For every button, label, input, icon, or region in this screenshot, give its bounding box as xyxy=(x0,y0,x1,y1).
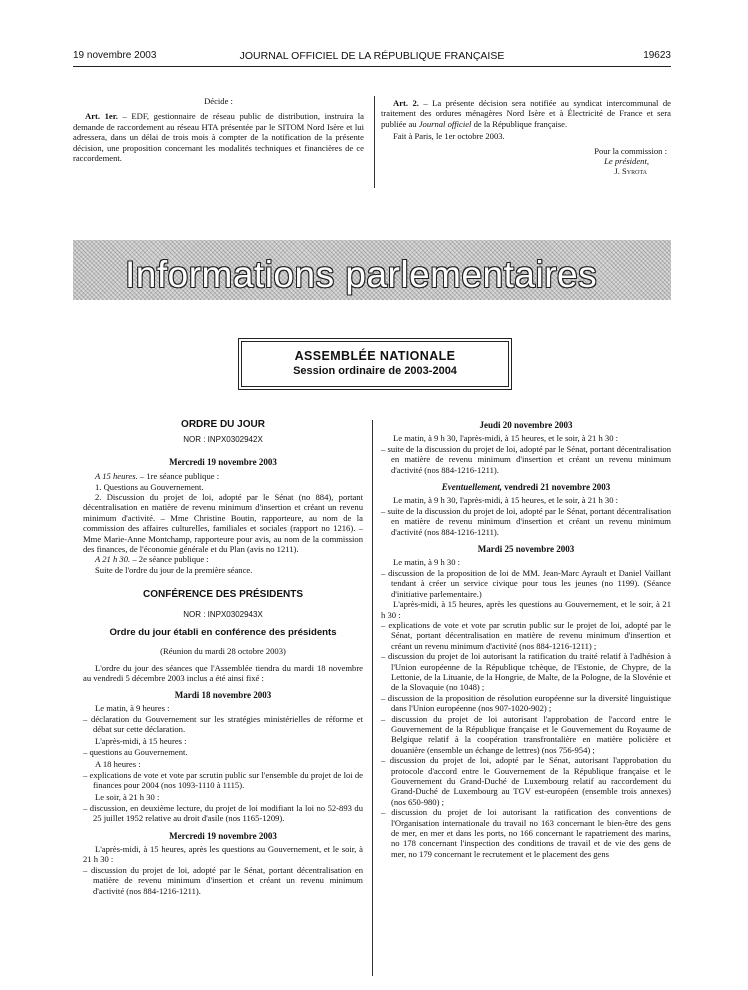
seance-2130-time: A 21 h 30. xyxy=(95,554,131,565)
banner-title: Informations parlementaires xyxy=(125,254,598,295)
header-journal-title: JOURNAL OFFICIEL DE LA RÉPUBLIQUE FRANÇAISE xyxy=(239,50,505,62)
mardi-25-item-1: – discussion de la proposition de loi de MM. Jean-Marc Ayrault et Daniel Vaillant tendant à créer un service civique pour tous les jeunes (no 1199). (Séance d'initiative parlementaire.) xyxy=(381,567,671,599)
article-2-label: Art. 2. xyxy=(393,98,419,108)
conference-nor: NOR : INPX0302943X xyxy=(183,609,263,619)
left-column xyxy=(83,420,363,896)
informations-parlementaires-banner xyxy=(73,240,671,300)
assemblee-title: ASSEMBLÉE NATIONALE xyxy=(294,349,456,363)
mardi-18-item-1: – déclaration du Gouvernement sur les stratégies ministérielles de réforme et débat sur cette déclaration. xyxy=(83,713,363,734)
item-2: 2. Discussion du projet de loi, adopté par le Sénat (no 884), portant décentralisation en matière de revenu minimum d'insertion et créant un revenu minimum d'activité. – Mme Christine Boutin, rapporteure, au nom de la commission des affaires culturelles, familiales et sociales (rapport no 1216). – Mme Marie-Anne Montchamp, rapporteure pour avis, au nom de la commission des finances, de l'économie générale et du Plan (avis no 1211). xyxy=(83,492,363,555)
mardi-25-item-2: – explications de vote et vote par scrutin public sur le projet de loi, adopté par le Sénat, portant décentralisation en matière de revenu minimum d'insertion et créant un revenu minimum d'activité (nos 884-1216-1211) ; xyxy=(381,619,671,651)
article-1 xyxy=(73,111,364,163)
ordre-nor: NOR : INPX0302942X xyxy=(183,435,263,445)
mardi-25-item-7: – discussion du projet de loi autorisant la ratification des conventions de l'Organisation internationale du travail no 163 concernant le bien-être des gens de mer, en mer et dans les ports, no 166 concernant le rapatriement des marins, no 178 concernant l'inspection des conditions de travail et de vie des gens de mer, no 179 concernant le recrutement et le placement des gens xyxy=(381,807,671,859)
jeudi-20-heading: Jeudi 20 novembre 2003 xyxy=(479,420,573,430)
vendredi-21-item: – suite de la discussion du projet de loi, adopté par le Sénat, portant décentralisation en matière de revenu minimum d'insertion et créant un revenu minimum d'activité (nos 884-1216-1211). xyxy=(381,505,671,537)
mardi-18-soir: Le soir, à 21 h 30 : xyxy=(95,792,160,803)
mardi-25-item-4: – discussion de la proposition de résolution européenne sur la diversité linguistique dans l'Union européenne (nos 907-1020-902) ; xyxy=(381,692,671,714)
jeudi-20-item: – suite de la discussion du projet de loi, adopté par le Sénat, portant décentralisation en matière de revenu minimum d'insertion et créant un revenu minimum d'activité (nos 884-1216-1211). xyxy=(381,443,671,475)
signer-name: J. Syrota xyxy=(614,166,647,177)
seance-2130 xyxy=(83,554,363,564)
article-2-journal: Journal officiel xyxy=(418,118,472,129)
seance-15h-time: A 15 heures. xyxy=(95,471,138,482)
ordre-etabli-title: Ordre du jour établi en conférence des présidents xyxy=(109,627,337,639)
session-title: Session ordinaire de 2003-2004 xyxy=(293,365,457,377)
mardi-25-item-3: – discussion du projet de loi autorisant la ratification du traité relatif à l'adhésion à l'Union européenne de la République tchèque, de l'Estonie, de Chypre, de la Lettonie, de la Lituanie, de la Hongrie, de Malte, de la Pologne, de la Slovénie et de la Slovaquie (no 1048) ; xyxy=(381,651,671,693)
top-left-column xyxy=(73,96,364,163)
assemblee-nationale-box xyxy=(241,341,509,387)
le-president: Le président, xyxy=(604,156,649,167)
vendredi-21-eventuellement: Eventuellement, xyxy=(441,482,503,493)
mercredi-19b-intro: L'après-midi, à 15 heures, après les questions au Gouvernement, et le soir, à 21 h 30 : xyxy=(83,844,363,865)
vendredi-21-date: vendredi 21 novembre 2003 xyxy=(502,482,611,493)
mardi-25-item-5: – discussion du projet de loi autorisant l'approbation de l'accord entre le Gouvernement de la République française et le Gouvernement du Royaume de Belgique relatif à la coopération transfrontalière en matière policière et douanière (ensemble un échange de lettres) (nos 756-954) ; xyxy=(381,713,671,755)
article-1-text: – EDF, gestionnaire de réseau public de distribution, instruira la demande de raccordement au réseau HTA présentée par le SITOM Nord Isère et lui adressera, dans un délai de trois mois à compter de la notification de la présente décision, une proposition concernant les modalités techniques et financières de ce raccordement. xyxy=(73,111,364,164)
mardi-18-item-4: – discussion, en deuxième lecture, du projet de loi modifiant la loi no 52-893 du 25 juillet 1952 relative au droit d'asile (nos 1165-1209). xyxy=(83,802,363,824)
mardi-25-matin: Le matin, à 9 h 30 : xyxy=(393,557,461,568)
vendredi-21-heading xyxy=(381,482,671,492)
mardi-18-apres-midi: L'après-midi, à 15 heures : xyxy=(95,736,187,747)
article-1-label: Art. 1er. xyxy=(85,111,118,122)
mardi-18-item-2: – questions au Gouvernement. xyxy=(83,746,188,757)
seance-15h xyxy=(83,471,363,481)
suite-ordre: Suite de l'ordre du jour de la première séance. xyxy=(95,564,253,575)
mardi-25-item-6: – discussion du projet de loi, adopté par le Sénat, autorisant l'approbation du protocole d'accord entre le Gouvernement de la République française et le Gouvernement du Grand-Duché de Luxembourg relatif au raccordement du Grand-Duché de Luxembourg au TGV est-européen (ensemble trois annexes) (nos 650-980) ; xyxy=(381,755,671,807)
mercredi-19-heading: Mercredi 19 novembre 2003 xyxy=(169,456,277,467)
vendredi-21-intro: Le matin, à 9 h 30, l'après-midi, à 15 heures, et le soir, à 21 h 30 : xyxy=(393,495,619,506)
top-right-column xyxy=(381,98,671,177)
article-2-text-b: de la République française. xyxy=(471,118,568,129)
jeudi-20-intro: Le matin, à 9 h 30, l'après-midi, à 15 heures, et le soir, à 21 h 30 : xyxy=(393,433,619,444)
item-1: 1. Questions au Gouvernement. xyxy=(95,481,204,492)
fait-a-paris: Fait à Paris, le 1er octobre 2003. xyxy=(393,131,505,142)
header-date: 19 novembre 2003 xyxy=(73,50,157,61)
reunion-date: (Réunion du mardi 28 octobre 2003) xyxy=(160,645,286,656)
mardi-25-heading: Mardi 25 novembre 2003 xyxy=(477,544,575,555)
column-divider xyxy=(372,420,373,976)
page-header xyxy=(73,50,671,66)
mardi-18-item-3: – explications de vote et vote par scrutin public sur l'ensemble du projet de loi de finances pour 2004 (nos 1093-1110 à 1115). xyxy=(83,769,363,790)
seance-15h-rest: – 1re séance publique : xyxy=(137,471,220,482)
right-column xyxy=(381,420,671,859)
header-rule xyxy=(73,66,671,67)
seance-2130-rest: – 2e séance publique : xyxy=(130,554,209,565)
article-2 xyxy=(381,98,671,129)
decide-text: Décide : xyxy=(204,96,233,106)
top-column-divider xyxy=(374,96,375,188)
intro-paragraph: L'ordre du jour des séances que l'Assemblée tiendra du mardi 18 novembre au vendredi 5 décembre 2003 inclus a été ainsi fixé : xyxy=(83,662,363,684)
mercredi-19b-item: – discussion du projet de loi, adopté par le Sénat, portant décentralisation en matière de revenu minimum d'insertion et créant un revenu minimum d'activité (nos 884-1216-1211). xyxy=(83,864,363,896)
pour-la-commission: Pour la commission : xyxy=(594,145,667,156)
ordre-du-jour-title: ORDRE DU JOUR xyxy=(181,419,265,430)
mardi-18-18h: A 18 heures : xyxy=(95,759,141,770)
conference-title: CONFÉRENCE DES PRÉSIDENTS xyxy=(142,589,304,601)
mardi-25-apres-midi: L'après-midi, à 15 heures, après les questions au Gouvernement, et le soir, à 21 h 30 : xyxy=(381,599,671,620)
article-2-text-a: – La présente décision sera notifiée au syndicat intercommunal de traitement des ordures ménagères Nord Isère et à Électricité de France et sera publiée au xyxy=(381,98,672,129)
mardi-18-matin: Le matin, à 9 heures : xyxy=(95,703,170,714)
header-page-number: 19623 xyxy=(643,50,671,61)
mardi-18-heading: Mardi 18 novembre 2003 xyxy=(174,689,272,700)
mercredi-19b-heading: Mercredi 19 novembre 2003 xyxy=(169,830,277,841)
